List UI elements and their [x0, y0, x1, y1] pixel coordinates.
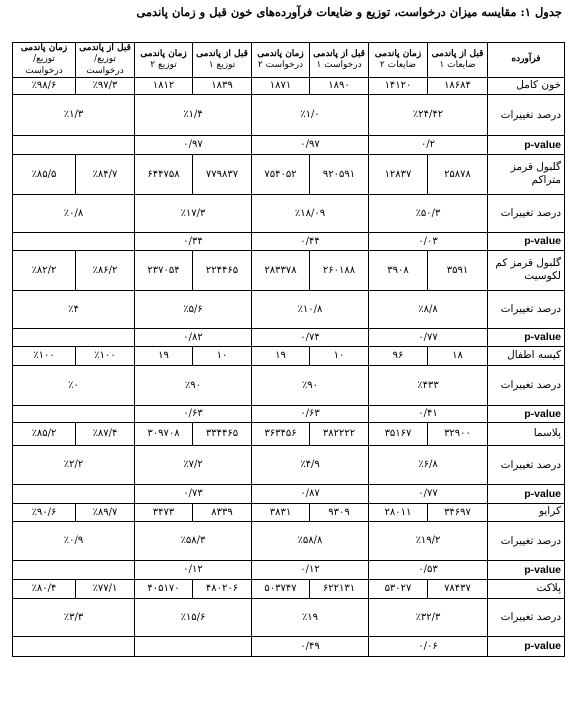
change-label: درصد تغییرات: [488, 598, 565, 636]
value-cell: ۳۵۱۶۷: [369, 422, 428, 445]
pvalue-cell: ۰/۱۲: [135, 560, 252, 579]
value-cell: ۳۶۳۴۵۶: [252, 422, 310, 445]
change-cell: ٪۴۳۳: [369, 365, 488, 405]
pvalue-cell: ۰/۸۲: [135, 328, 252, 346]
change-cell: ٪۲/۲: [13, 445, 135, 484]
table-row: [13, 154, 565, 194]
value-cell: ۹۳۰۹: [310, 503, 369, 521]
change-row: [13, 521, 565, 560]
change-cell: ٪۱۰/۸: [252, 290, 369, 328]
change-row: [13, 194, 565, 232]
table-row: [13, 250, 565, 290]
change-cell: ٪۷/۲: [135, 445, 252, 484]
change-cell: ٪۲۴/۴۲: [369, 94, 488, 135]
table-row: [13, 346, 565, 365]
value-cell: ۷۸۴۳۷: [428, 579, 488, 598]
value-cell: ۳۰۹۷۰۸: [135, 422, 193, 445]
value-cell: ۱۸۳۹: [193, 77, 252, 94]
pvalue-label: p-value: [488, 328, 565, 346]
pvalue-cell: ۰/۵۳: [369, 560, 488, 579]
table-row: [13, 77, 565, 94]
product-name: خون کامل: [488, 77, 565, 94]
col-header: قبل از پاندمی درخواست ۱: [310, 43, 369, 78]
col-header: زمان پاندمی درخواست ۲: [252, 43, 310, 78]
change-row: [13, 290, 565, 328]
pvalue-cell: ۰/۷۴: [252, 328, 369, 346]
change-label: درصد تغییرات: [488, 521, 565, 560]
pvalue-cell: ۰/۷۷: [369, 484, 488, 503]
product-name: پلاکت: [488, 579, 565, 598]
table-row: [13, 579, 565, 598]
value-cell: ٪۹۷/۳: [76, 77, 135, 94]
value-cell: ۳۴۷۳: [135, 503, 193, 521]
value-cell: ۱۰: [193, 346, 252, 365]
pvalue-cell: ۰/۰۶: [369, 636, 488, 656]
product-name: کرایو: [488, 503, 565, 521]
empty-cell: [13, 560, 135, 579]
change-cell: ٪۶/۸: [369, 445, 488, 484]
change-cell: ٪۰/۸: [13, 194, 135, 232]
pvalue-cell: ۰/۶۳: [135, 405, 252, 422]
data-table: [12, 42, 565, 657]
empty-cell: [13, 405, 135, 422]
pvalue-cell: ۰/۷۷: [369, 328, 488, 346]
change-row: [13, 445, 565, 484]
value-cell: ۱۸: [428, 346, 488, 365]
change-cell: ٪۱/۴: [135, 94, 252, 135]
value-cell: ۸۳۳۹: [193, 503, 252, 521]
header-row: [13, 43, 565, 78]
value-cell: ٪۱۰۰: [76, 346, 135, 365]
change-cell: ٪۹۰: [252, 365, 369, 405]
value-cell: ۲۸۳۳۷۸: [252, 250, 310, 290]
value-cell: ۴۸۰۲۰۶: [193, 579, 252, 598]
empty-cell: [13, 328, 135, 346]
pvalue-cell: ۰/۴۱: [369, 405, 488, 422]
change-cell: ٪۳۲/۳: [369, 598, 488, 636]
col-header: قبل از پاندمی ضایعات ۱: [428, 43, 488, 78]
table-row: [13, 503, 565, 521]
value-cell: ٪۸۶/۲: [76, 250, 135, 290]
col-header: قبل از پاندمی توزیع/ درخواست: [76, 43, 135, 78]
pvalue-cell: ۰/۹۷: [252, 135, 369, 154]
pvalue-cell: ۰/۰۳: [369, 232, 488, 250]
change-cell: ٪۱۷/۳: [135, 194, 252, 232]
pvalue-cell: ۰/۴۴: [252, 232, 369, 250]
value-cell: ۱۰: [310, 346, 369, 365]
value-cell: ۲۸۰۱۱: [369, 503, 428, 521]
value-cell: ۳۸۲۲۲۲: [310, 422, 369, 445]
pvalue-cell: ۰/۹۷: [135, 135, 252, 154]
pvalue-label: p-value: [488, 232, 565, 250]
value-cell: ٪۸۲/۲: [13, 250, 76, 290]
change-cell: ٪۸/۸: [369, 290, 488, 328]
value-cell: ۳۲۹۰۰: [428, 422, 488, 445]
change-label: درصد تغییرات: [488, 94, 565, 135]
pvalue-row: [13, 135, 565, 154]
change-cell: ٪۹۰: [135, 365, 252, 405]
pvalue-row: [13, 484, 565, 503]
value-cell: ٪۹۸/۶: [13, 77, 76, 94]
change-cell: ٪۵۰/۳: [369, 194, 488, 232]
value-cell: ۱۹: [252, 346, 310, 365]
value-cell: ٪۹۰/۶: [13, 503, 76, 521]
value-cell: ۵۰۳۷۴۷: [252, 579, 310, 598]
pvalue-label: p-value: [488, 135, 565, 154]
change-cell: ٪۱/۳: [13, 94, 135, 135]
value-cell: ۵۳۰۲۷: [369, 579, 428, 598]
pvalue-cell: ۰/۱۲: [252, 560, 369, 579]
value-cell: ٪۸۵/۲: [13, 422, 76, 445]
pvalue-row: [13, 328, 565, 346]
table-title: جدول ۱: مقایسه میزان درخواست، توزیع و ضایعات فرآورده‌های خون قبل و زمان پاندمی: [136, 5, 562, 19]
pvalue-row: [13, 405, 565, 422]
pvalue-row: [13, 560, 565, 579]
empty-cell: [13, 232, 135, 250]
value-cell: ۶۴۴۷۵۸: [135, 154, 193, 194]
value-cell: ۲۳۷۰۵۴: [135, 250, 193, 290]
empty-cell: [13, 636, 135, 656]
value-cell: ۷۷۹۸۳۷: [193, 154, 252, 194]
pvalue-cell: ۰/۶۳: [252, 405, 369, 422]
change-label: درصد تغییرات: [488, 194, 565, 232]
change-row: [13, 598, 565, 636]
value-cell: ۱۸۱۲: [135, 77, 193, 94]
value-cell: ٪۱۰۰: [13, 346, 76, 365]
change-label: درصد تغییرات: [488, 290, 565, 328]
change-cell: ٪۵/۶: [135, 290, 252, 328]
value-cell: ۳۴۶۹۷: [428, 503, 488, 521]
pvalue-cell: ۰/۲: [369, 135, 488, 154]
value-cell: ۱۸۶۸۴: [428, 77, 488, 94]
empty-cell: [13, 135, 135, 154]
product-name: گلبول قرمز متراکم: [488, 154, 565, 194]
value-cell: ۱۸۹۰: [310, 77, 369, 94]
value-cell: ۳۸۳۱: [252, 503, 310, 521]
value-cell: ۹۶: [369, 346, 428, 365]
product-header: فرآورده: [488, 43, 565, 78]
value-cell: ٪۸۰/۴: [13, 579, 76, 598]
col-header: زمان پاندمی ضایعات ۲: [369, 43, 428, 78]
value-cell: ۲۵۸۷۸: [428, 154, 488, 194]
change-cell: ٪۴/۹: [252, 445, 369, 484]
pvalue-label: p-value: [488, 484, 565, 503]
pvalue-cell: ۰/۴۹: [252, 636, 369, 656]
pvalue-label: p-value: [488, 560, 565, 579]
change-cell: ٪۰: [13, 365, 135, 405]
change-row: [13, 94, 565, 135]
change-label: درصد تغییرات: [488, 445, 565, 484]
product-name: پلاسما: [488, 422, 565, 445]
value-cell: ۳۳۴۴۶۵: [193, 422, 252, 445]
change-cell: ٪۵۸/۸: [252, 521, 369, 560]
value-cell: ۴۰۵۱۷۰: [135, 579, 193, 598]
change-cell: ٪۱/۰: [252, 94, 369, 135]
change-cell: ٪۳/۳: [13, 598, 135, 636]
value-cell: ۳۵۹۱: [428, 250, 488, 290]
pvalue-label: p-value: [488, 636, 565, 656]
pvalue-cell: ۰/۸۷: [252, 484, 369, 503]
value-cell: ۲۲۴۴۶۵: [193, 250, 252, 290]
pvalue-row: [13, 636, 565, 656]
pvalue-cell: ۰/۳۴: [135, 232, 252, 250]
change-cell: ٪۱۹/۲: [369, 521, 488, 560]
col-header: زمان پاندمی توزیع ۲: [135, 43, 193, 78]
value-cell: ۱۴۱۲۰: [369, 77, 428, 94]
change-cell: ٪۵۸/۳: [135, 521, 252, 560]
value-cell: ۷۵۴۰۵۲: [252, 154, 310, 194]
value-cell: ۱۸۷۱: [252, 77, 310, 94]
change-cell: ٪۱۹: [252, 598, 369, 636]
value-cell: ٪۸۹/۷: [76, 503, 135, 521]
product-name: کیسه اطفال: [488, 346, 565, 365]
pvalue-row: [13, 232, 565, 250]
pvalue-cell: [135, 636, 252, 656]
change-row: [13, 365, 565, 405]
pvalue-label: p-value: [488, 405, 565, 422]
value-cell: ۲۶۰۱۸۸: [310, 250, 369, 290]
value-cell: ٪۸۷/۴: [76, 422, 135, 445]
value-cell: ٪۸۴/۷: [76, 154, 135, 194]
table-row: [13, 422, 565, 445]
empty-cell: [13, 484, 135, 503]
change-cell: ٪۱۵/۶: [135, 598, 252, 636]
change-cell: ٪۴: [13, 290, 135, 328]
change-label: درصد تغییرات: [488, 365, 565, 405]
value-cell: ۳۹۰۸: [369, 250, 428, 290]
value-cell: ٪۸۵/۵: [13, 154, 76, 194]
pvalue-cell: ۰/۷۳: [135, 484, 252, 503]
value-cell: ٪۷۷/۱: [76, 579, 135, 598]
change-cell: ٪۰/۹: [13, 521, 135, 560]
value-cell: ۱۹: [135, 346, 193, 365]
change-cell: ٪۱۸/۰۹: [252, 194, 369, 232]
col-header: قبل از پاندمی توزیع ۱: [193, 43, 252, 78]
col-header: زمان پاندمی توزیع/ درخواست: [13, 43, 76, 78]
value-cell: ۶۲۲۱۳۱: [310, 579, 369, 598]
product-name: گلبول قرمز کم لکوسیت: [488, 250, 565, 290]
value-cell: ۹۲۰۵۹۱: [310, 154, 369, 194]
value-cell: ۱۲۸۳۷: [369, 154, 428, 194]
